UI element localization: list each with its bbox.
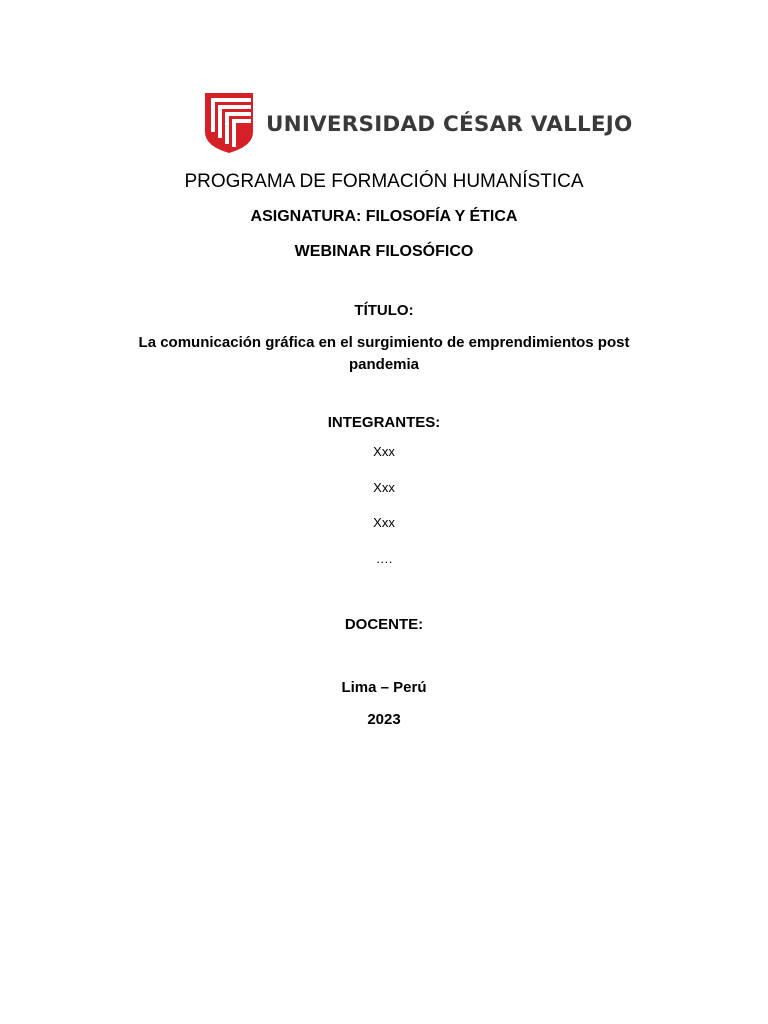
- program-heading: PROGRAMA DE FORMACIÓN HUMANÍSTICA: [184, 171, 584, 192]
- ucv-shield-icon: [204, 92, 254, 154]
- member-item: Xxx: [373, 480, 395, 495]
- university-name: UNIVERSIDAD CÉSAR VALLEJO: [266, 112, 633, 138]
- university-logo: [204, 92, 633, 154]
- year-text: 2023: [367, 711, 401, 728]
- member-item: Xxx: [373, 444, 395, 459]
- place-text: Lima – Perú: [341, 679, 427, 696]
- title-label: TÍTULO:: [354, 302, 414, 319]
- subject-heading: ASIGNATURA: FILOSOFÍA Y ÉTICA: [250, 208, 518, 225]
- member-item: Xxx: [373, 515, 395, 530]
- members-label: INTEGRANTES:: [327, 414, 441, 431]
- member-item: ….: [375, 551, 393, 566]
- document-title: La comunicación gráfica en el surgimiento de emprendimientos post pandemia: [138, 334, 630, 373]
- teacher-label: DOCENTE:: [344, 616, 424, 633]
- event-heading: WEBINAR FILOSÓFICO: [294, 243, 474, 260]
